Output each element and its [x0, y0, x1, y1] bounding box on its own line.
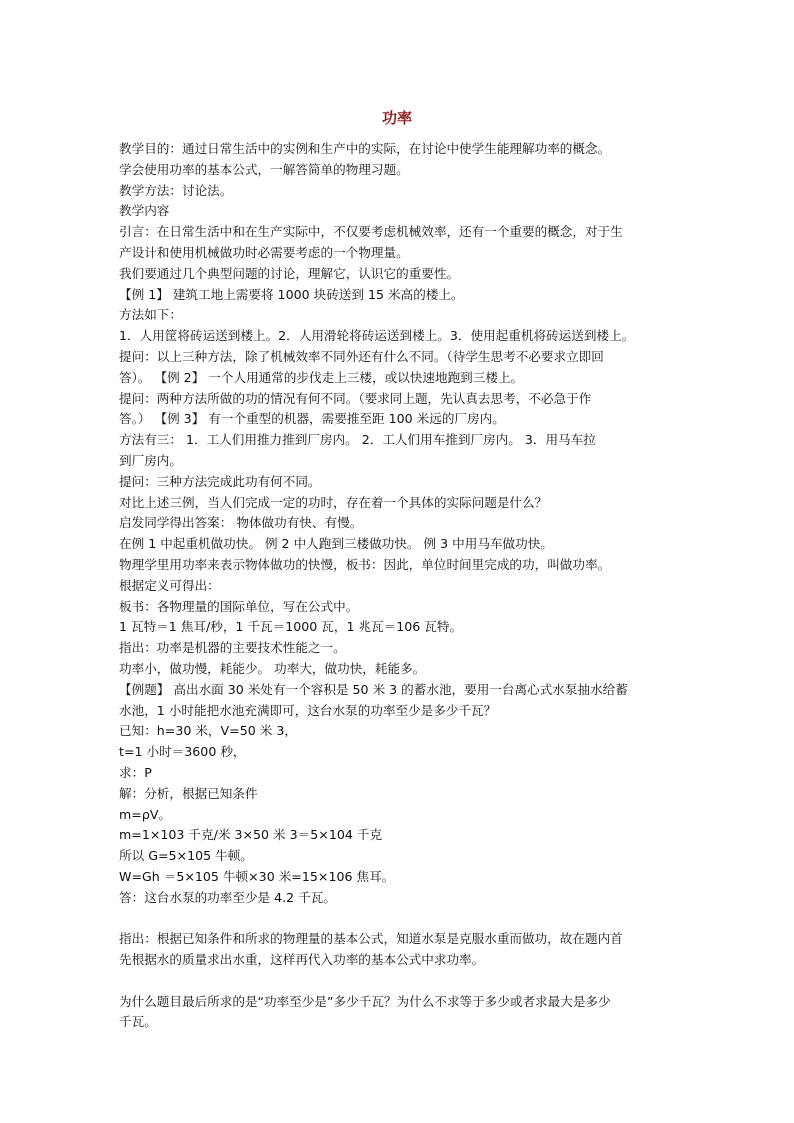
- text-line: 学会使用功率的基本公式，一解答简单的物理习题。: [119, 161, 409, 177]
- text-line: m=1×103 千克/米 3×50 米 3＝5×104 千克: [119, 827, 383, 843]
- text-line: 【例题】 高出水面 30 米处有一个容积是 50 米 3 的蓄水池，要用一台离心式水泵抽水给蓄: [119, 681, 628, 697]
- text-line: 先根据水的质量求出水重，这样再代入功率的基本公式中求功率。: [119, 952, 485, 968]
- paragraph-gap: [119, 908, 701, 929]
- text-line: 千瓦。: [119, 1014, 157, 1030]
- text-line: 启发同学得出答案： 物体做功有快、有慢。: [119, 515, 363, 531]
- text-line: 在例 1 中起重机做功快。 例 2 中人跑到三楼做功快。 例 3 中用马车做功快。: [119, 536, 553, 552]
- text-line: 根据定义可得出：: [119, 577, 220, 593]
- text-line: 1 瓦特＝1 焦耳/秒，1 千瓦＝1000 瓦，1 兆瓦＝106 瓦特。: [119, 619, 463, 635]
- text-line: 方法有三： 1．工人们用推力推到厂房内。 2．工人们用车推到厂房内。 3．用马车拉: [119, 432, 596, 448]
- text-line: 教学目的：通过日常生活中的实例和生产中的实际，在讨论中使学生能理解功率的概念。: [119, 141, 611, 156]
- text-line: 对比上述三例，当人们完成一定的功时，存在着一个具体的实际问题是什么？: [119, 494, 548, 510]
- text-line: 指出：根据已知条件和所求的物理量的基本公式，知道水泵是克服水重而做功，故在题内首: [119, 931, 623, 947]
- text-line: 提问：三种方法完成此功有何不同。: [119, 473, 321, 489]
- text-line: 1．人用筐将砖运送到楼上。2．人用滑轮将砖运送到楼上。3．使用起重机将砖运送到楼上。: [119, 328, 635, 344]
- document-body: [119, 139, 701, 1033]
- text-line: 水池，1 小时能把水池充满即可，这台水泵的功率至少是多少千瓦？: [119, 702, 497, 718]
- text-line: 已知：h=30 米，V=50 米 3，: [119, 723, 297, 739]
- text-line: 答。） 【例 3】 有一个重型的机器，需要推至距 100 米远的厂房内。: [119, 411, 505, 427]
- text-line: 答：这台水泵的功率至少是 4.2 千瓦。: [119, 889, 336, 905]
- text-line: 板书：各物理量的国际单位，写在公式中。: [119, 598, 359, 614]
- text-line: 到厂房内。: [119, 452, 182, 468]
- text-line: 为什么题目最后所求的是“功率至少是”多少千瓦？为什么不求等于多少或者求最大是多少: [119, 993, 611, 1009]
- text-line: 答）。 【例 2】 一个人用通常的步伐走上三楼，或以快速地跑到三楼上。: [119, 369, 524, 385]
- text-line: 提问：以上三种方法，除了机械效率不同外还有什么不同。（待学生思考不必要求立即回: [119, 348, 604, 364]
- text-line: 提问：两种方法所做的功的情况有何不同。（要求同上题，先认真去思考，不必急于作: [119, 390, 592, 406]
- text-line: m=ρV。: [119, 806, 172, 822]
- text-line: 功率小，做功慢，耗能少。 功率大，做功快，耗能多。: [119, 660, 426, 676]
- text-line: 教学内容: [119, 203, 170, 219]
- text-line: 我们要通过几个典型问题的讨论，理解它，认识它的重要性。: [119, 265, 460, 281]
- text-line: 求：P: [119, 764, 152, 780]
- text-line: 所以 G=5×105 牛顿。: [119, 848, 253, 864]
- text-line: 产设计和使用机械做功时必需要考虑的一个物理量。: [119, 244, 409, 260]
- text-line: W=Gh ＝5×105 牛顿×30 米=15×106 焦耳。: [119, 868, 395, 884]
- paragraph-gap: [119, 971, 701, 992]
- text-line: 引言：在日常生活中和在生产实际中，不仅要考虑机械效率，还有一个重要的概念，对于生: [119, 224, 623, 240]
- text-line: 方法如下：: [119, 307, 182, 323]
- text-line: 物理学里用功率来表示物体做功的快慢，板书：因此，单位时间里完成的功，叫做功率。: [119, 556, 611, 572]
- document-title: 功率: [381, 109, 412, 127]
- text-line: 教学方法：讨论法。: [119, 182, 233, 198]
- text-line: t=1 小时＝3600 秒，: [119, 744, 246, 760]
- text-line: 【例 1】 建筑工地上需要将 1000 块砖送到 15 米高的楼上。: [119, 286, 464, 302]
- text-line: 解：分析，根据已知条件: [119, 785, 258, 801]
- text-line: 指出：功率是机器的主要技术性能之一。: [119, 640, 346, 656]
